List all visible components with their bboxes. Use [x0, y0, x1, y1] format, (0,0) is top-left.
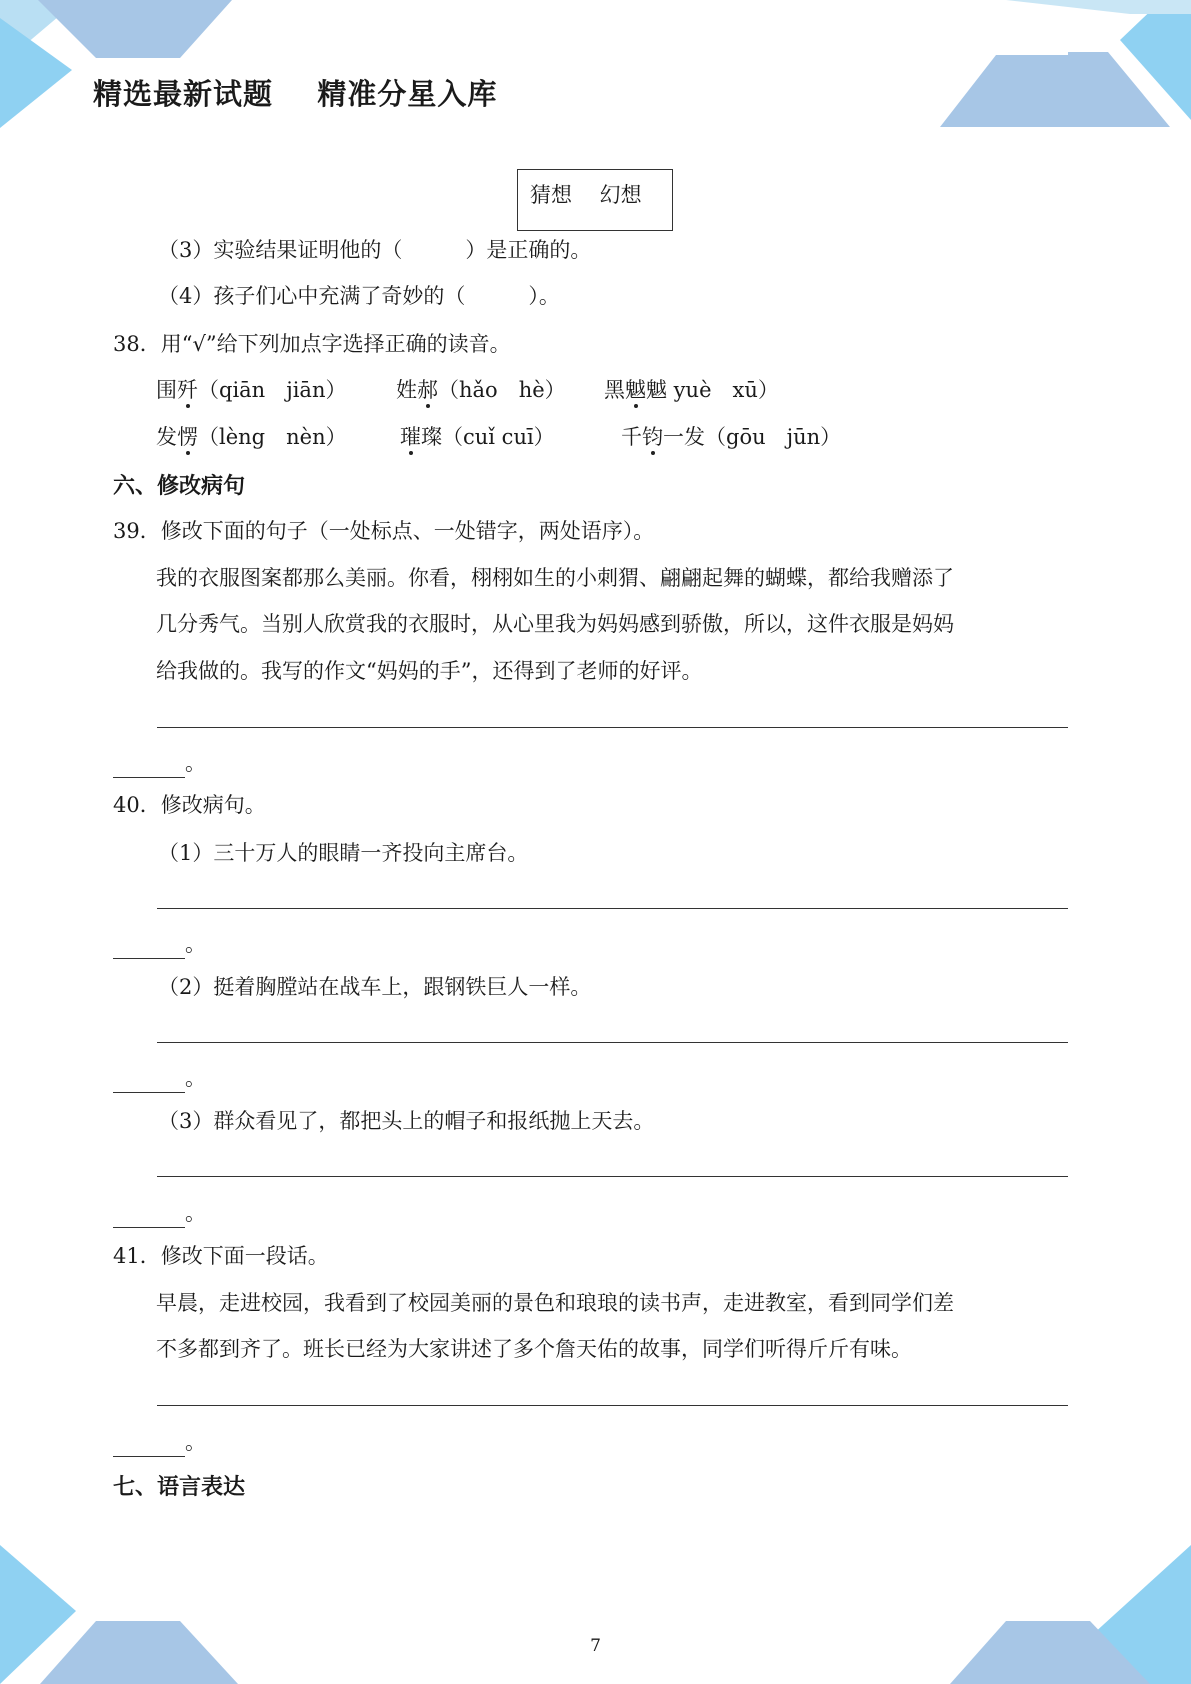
answer-line[interactable]	[157, 1042, 1068, 1043]
q38-option-2c: 千钧一发（gōu jūn）	[621, 425, 842, 449]
section-6-title: 六、修改病句	[113, 474, 246, 499]
answer-line[interactable]	[157, 1405, 1068, 1406]
q39-paragraph-line-1: 我的衣服图案都那么美丽。你看，栩栩如生的小刺猬、翩翩起舞的蝴蝶，都给我赠添了	[156, 566, 954, 590]
corner-decoration-bottom-left	[0, 1545, 240, 1684]
corner-decoration-bottom-right	[950, 1545, 1191, 1684]
section-7-title: 七、语言表达	[113, 1475, 246, 1500]
q38-option-1a: 围歼（qiān jiān）	[156, 378, 347, 402]
q37-item-4: （4）孩子们心中充满了奇妙的（ ）。	[158, 284, 560, 308]
q40-stem: 40．修改病句。	[113, 793, 266, 817]
answer-line-end[interactable]: 。	[113, 929, 206, 959]
q39-paragraph-line-2: 几分秀气。当别人欣赏我的衣服时，从心里我为妈妈感到骄傲，所以，这件衣服是妈妈	[156, 612, 954, 636]
q40-item-2: （2）挺着胸膛站在战车上，跟钢铁巨人一样。	[158, 975, 592, 999]
q38-option-1c: 黑魆魆 yuè xū）	[604, 378, 779, 402]
q41-paragraph-line-2: 不多都到齐了。班长已经为大家讲述了多个詹天佑的故事，同学们听得斤斤有味。	[156, 1337, 912, 1361]
word-choice-box: 猜想 幻想	[517, 169, 673, 231]
q39-stem: 39．修改下面的句子（一处标点、一处错字，两处语序）。	[113, 519, 655, 543]
q38-stem: 38．用“√”给下列加点字选择正确的读音。	[113, 332, 511, 356]
q38-option-2b: 璀璨（cuǐ cuī）	[400, 425, 555, 449]
header-title: 精选最新试题 精准分星入库	[93, 77, 498, 111]
corner-decoration-top-right	[930, 0, 1191, 135]
q38-option-2a: 发愣（lèng nèn）	[156, 425, 347, 449]
q38-option-1b: 姓郝（hǎo hè）	[396, 378, 566, 402]
q39-paragraph-line-3: 给我做的。我写的作文“妈妈的手”，还得到了老师的好评。	[156, 659, 703, 683]
answer-line-end[interactable]: 。	[113, 748, 206, 778]
q37-item-3: （3）实验结果证明他的（ ）是正确的。	[158, 238, 592, 262]
q40-item-3: （3）群众看见了，都把头上的帽子和报纸抛上天去。	[158, 1109, 655, 1133]
answer-line[interactable]	[157, 1176, 1068, 1177]
answer-line[interactable]	[157, 908, 1068, 909]
q41-stem: 41．修改下面一段话。	[113, 1244, 329, 1268]
answer-line-end[interactable]: 。	[113, 1427, 206, 1457]
page-number: 7	[590, 1636, 601, 1656]
q41-paragraph-line-1: 早晨，走进校园，我看到了校园美丽的景色和琅琅的读书声，走进教室，看到同学们差	[156, 1291, 954, 1315]
answer-line-end[interactable]: 。	[113, 1063, 206, 1093]
q40-item-1: （1）三十万人的眼睛一齐投向主席台。	[158, 841, 529, 865]
answer-line[interactable]	[157, 727, 1068, 728]
answer-line-end[interactable]: 。	[113, 1198, 206, 1228]
